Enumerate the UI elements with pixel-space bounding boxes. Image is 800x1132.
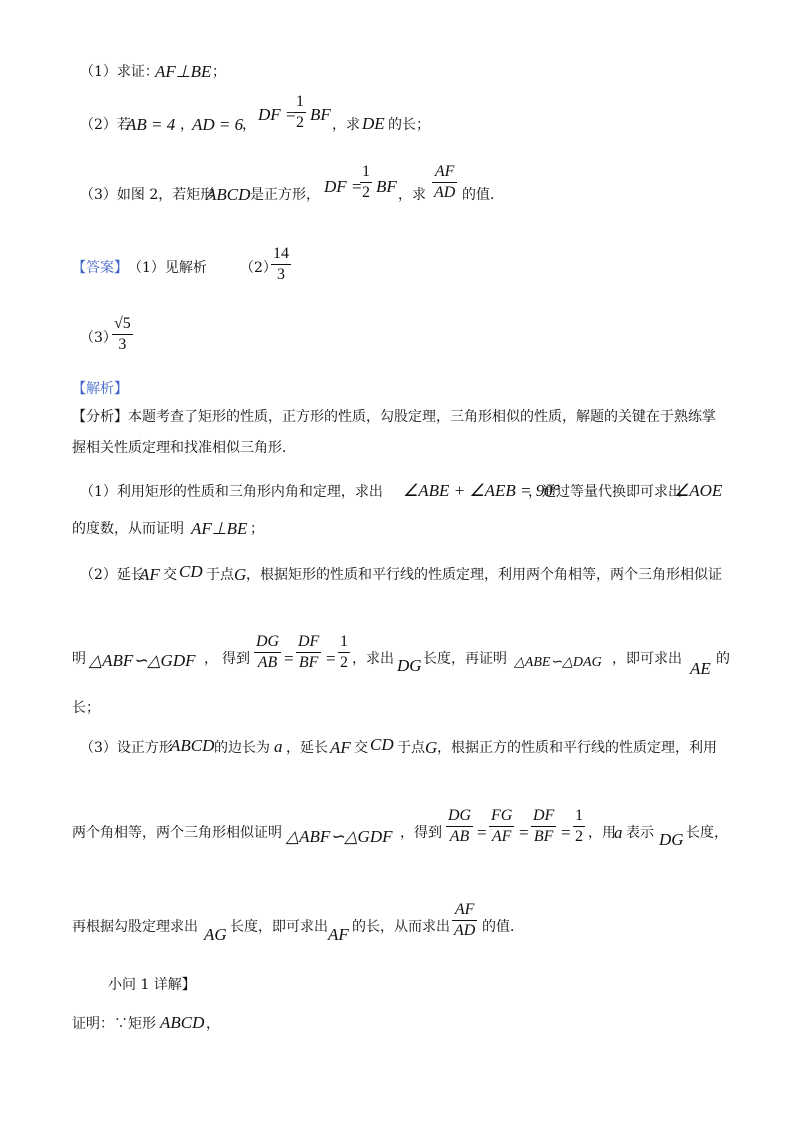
p3-av2: a xyxy=(614,823,623,842)
q2-bf: BF xyxy=(310,105,331,124)
p3-f: ，根据正方的性质和平行线的性质定理，利用 xyxy=(437,740,717,756)
p3-b: 的边长为 xyxy=(214,740,270,756)
p2-d: ，根据矩形的性质和平行线的性质定理，利用两个角相等，两个三角形相似证 xyxy=(246,567,722,583)
p3-h: ，得到 xyxy=(400,825,442,841)
p3-f2n: FG xyxy=(491,807,513,824)
proof-abcd: ABCD xyxy=(160,1013,205,1032)
q3-abcd: ABCD xyxy=(206,185,251,204)
p2-cd: CD xyxy=(179,562,203,581)
q3-ad: AD xyxy=(434,184,456,201)
p3-fd: AD xyxy=(454,922,476,939)
p3-g: G xyxy=(425,738,438,757)
p3-o: 的值． xyxy=(482,919,524,935)
p2-e: 明 xyxy=(72,651,86,667)
p3-g2: 两个角相等，两个三角形相似证明 xyxy=(72,825,282,841)
p3-sim: △ABF∽△GDF xyxy=(286,827,393,846)
q3-bf: BF xyxy=(376,177,397,196)
p2-frac1 xyxy=(254,634,281,671)
p2-sim1: △ABF∽△GDF xyxy=(89,651,196,670)
q2-label: （2）若 xyxy=(80,117,131,133)
p1-a: （1）利用矩形的性质和三角形内角和定理，求出 xyxy=(80,484,383,500)
answer-2-den: 3 xyxy=(277,266,285,283)
q1-end: ； xyxy=(212,64,226,80)
p3-f2d: AF xyxy=(491,828,512,845)
q3-mid: 是正方形， xyxy=(250,187,320,203)
p2-f: 得到 xyxy=(222,651,250,667)
analysis-tag: 【解析】 xyxy=(72,381,128,397)
p3-eq1: = xyxy=(477,823,487,842)
p3-af-over-ad xyxy=(452,902,477,939)
q2-frac-num: 1 xyxy=(296,93,304,110)
analysis-line1: 【分析】本题考查了矩形的性质，正方形的性质，勾股定理，三角形相似的性质，解题的关键在于熟练掌 xyxy=(72,409,716,425)
p3-f4n: 1 xyxy=(575,807,583,824)
p1-math: ∠ABE + ∠AEB = 90° xyxy=(403,481,560,500)
p3-j: 表示 xyxy=(626,825,654,841)
answer-2-num: 14 xyxy=(273,245,289,262)
p3-cd: CD xyxy=(370,735,394,754)
q2-end: 的长； xyxy=(388,117,430,133)
proof-end: ， xyxy=(206,1016,220,1032)
p2-b: 交 xyxy=(163,567,177,583)
q2-ad: AD = 6 xyxy=(192,115,244,134)
p2-frac2 xyxy=(296,634,321,671)
p3-af2: AF xyxy=(328,925,349,944)
q3-ask: ，求 xyxy=(398,187,426,203)
q3-af-over-ad xyxy=(432,164,457,201)
q2-fraction xyxy=(294,94,306,131)
p2-f3n: 1 xyxy=(340,633,348,650)
p2-af: AF xyxy=(139,565,160,584)
p2-dg: DG xyxy=(397,656,422,675)
p2-ae: AE xyxy=(690,659,711,678)
p1-c: 的度数，从而证明 xyxy=(72,521,184,537)
p2-eq2: = xyxy=(326,649,336,668)
p1-end: ； xyxy=(250,521,264,537)
answer-3-label: （3） xyxy=(80,330,117,346)
answer-3-den: 3 xyxy=(118,336,127,353)
p3-i: ，用 xyxy=(588,825,616,841)
p3-frac2 xyxy=(489,808,514,845)
p3-eq3: = xyxy=(561,823,571,842)
p3-av: a xyxy=(274,737,283,756)
q3-af: AF xyxy=(434,163,455,180)
q3-fraction xyxy=(360,164,372,201)
p2-f1d: AB xyxy=(257,654,278,671)
p3-af: AF xyxy=(330,738,351,757)
p2-eq1: = xyxy=(284,649,294,668)
p3-c: ，延长 xyxy=(286,740,328,756)
p2-a: （2）延长 xyxy=(80,567,145,583)
q2-comma2: ， xyxy=(242,117,256,133)
p1-angle: ∠AOE xyxy=(674,481,723,500)
p1-perp: AF⊥BE xyxy=(191,519,248,538)
q2-frac-den: 2 xyxy=(296,114,304,131)
q3-frac-den: 2 xyxy=(362,184,370,201)
p3-m: 长度，即可求出 xyxy=(230,919,328,935)
p2-frac3 xyxy=(338,634,350,671)
p3-k: 长度， xyxy=(686,825,728,841)
p3-e: 于点 xyxy=(397,740,425,756)
p2-comma: ， xyxy=(204,651,218,667)
p1-b: ，通过等量代换即可求出 xyxy=(528,484,682,500)
p3-frac3 xyxy=(531,808,556,845)
q2-ab: AB = 4 xyxy=(126,115,176,134)
p3-dg: DG xyxy=(659,830,684,849)
answer-2-fraction xyxy=(271,246,291,283)
p2-g: G xyxy=(234,565,247,584)
answer-1: （1）见解析 xyxy=(128,260,207,276)
answer-2-label: （2） xyxy=(240,260,277,276)
p2-c: 于点 xyxy=(206,567,234,583)
q3-df: DF = xyxy=(324,177,363,196)
p2-f2d: BF xyxy=(298,654,319,671)
p3-ag: AG xyxy=(204,925,227,944)
p2-j: 的 xyxy=(716,651,730,667)
answer-3-num: √5 xyxy=(114,315,131,332)
p3-abcd: ABCD xyxy=(170,736,215,755)
p3-frac4 xyxy=(573,808,585,845)
p3-f3d: BF xyxy=(533,828,554,845)
p3-frac1 xyxy=(446,808,473,845)
proof-a: 证明：∵矩形 xyxy=(72,1016,156,1032)
p3-fn: AF xyxy=(454,901,475,918)
q3-label: （3）如图 2，若矩形 xyxy=(80,187,215,203)
p3-f1n: DG xyxy=(448,807,472,824)
p3-n: 的长，从而求出 xyxy=(352,919,450,935)
p2-sim2: △ABE∽△DAG xyxy=(514,655,602,670)
q2-de: DE xyxy=(362,114,385,133)
p2-f3d: 2 xyxy=(340,654,348,671)
q2-df: DF = xyxy=(258,105,297,124)
q1-math: AF⊥BE xyxy=(155,62,212,81)
detail-title: 小问 1 详解】 xyxy=(108,977,196,993)
p3-f1d: AB xyxy=(449,828,470,845)
p2-f1n: DG xyxy=(256,633,280,650)
p3-f3n: DF xyxy=(533,807,555,824)
q2-comma1: ， xyxy=(180,117,194,133)
analysis-line2: 握相关性质定理和找准相似三角形． xyxy=(72,440,296,456)
p3-f4d: 2 xyxy=(575,828,583,845)
p2-g2: ，求出 xyxy=(352,651,394,667)
q1-label: （1）求证： xyxy=(80,64,159,80)
answer-tag: 【答案】 xyxy=(72,260,128,276)
q3-end: 的值． xyxy=(462,187,504,203)
p2-i: ，即可求出 xyxy=(612,651,682,667)
p3-a: （3）设正方形 xyxy=(80,740,173,756)
answer-3-fraction xyxy=(112,316,133,353)
q3-frac-num: 1 xyxy=(362,163,370,180)
p2-f2n: DF xyxy=(298,633,320,650)
p2-k: 长； xyxy=(72,700,100,716)
p3-l: 再根据勾股定理求出 xyxy=(72,919,198,935)
p3-d: 交 xyxy=(354,740,368,756)
p2-h: 长度，再证明 xyxy=(423,651,507,667)
q2-mid: ，求 xyxy=(332,117,360,133)
p3-eq2: = xyxy=(519,823,529,842)
